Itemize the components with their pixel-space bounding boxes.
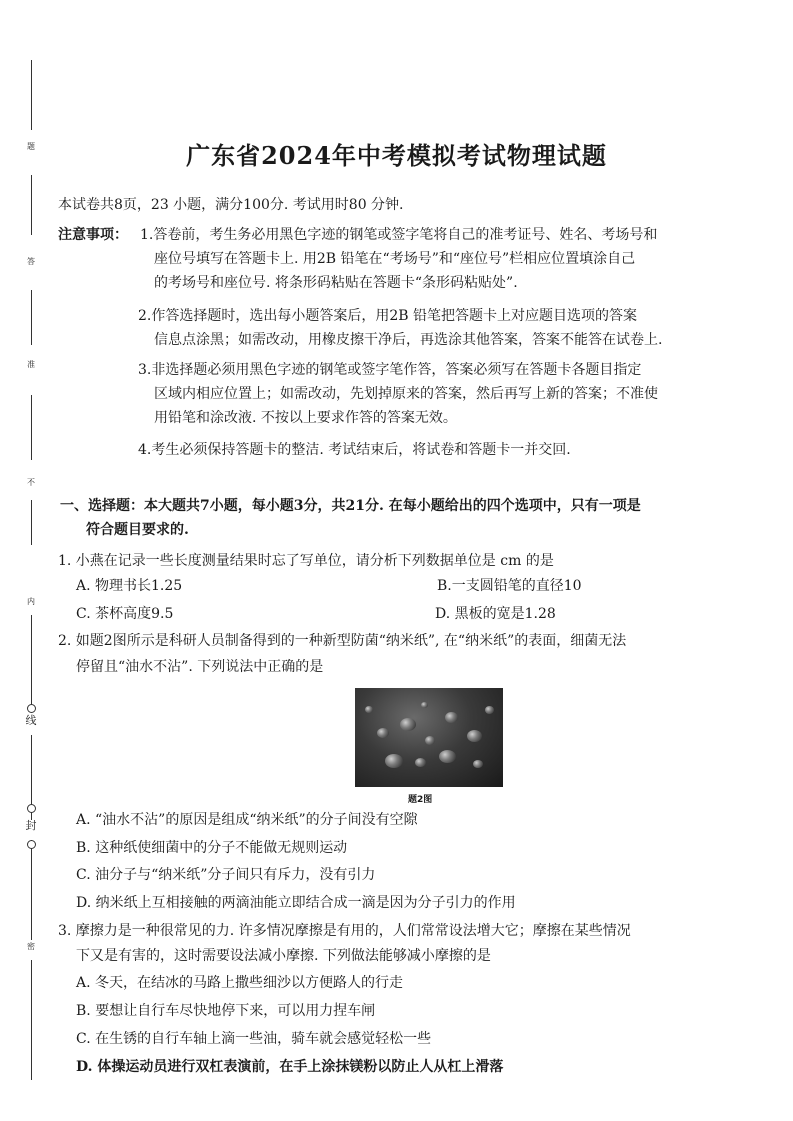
q1-option-c: C. 茶杯高度9.5 xyxy=(76,606,174,622)
margin-label: 准 xyxy=(27,360,35,369)
margin-line xyxy=(31,840,32,940)
note-line: 3.非选择题必须用黑色字迹的钢笔或签字笔作答，答案必须写在答题卡各题目指定 xyxy=(138,362,642,378)
intro-text: 本试卷共8页，23 小题，满分100分. 考试用时80 分钟. xyxy=(58,197,404,213)
margin-line xyxy=(31,395,32,460)
q1-stem: 1. 小燕在记录一些长度测量结果时忘了写单位，请分析下列数据单位是 cm 的是 xyxy=(58,553,554,569)
margin-line xyxy=(31,615,32,710)
note-line: 2.作答选择题时，选出每小题答案后，用2B 铅笔把答题卡上对应题目选项的答案 xyxy=(138,308,638,324)
page-title: 广东省2024年中考模拟考试物理试题 xyxy=(186,141,607,170)
margin-circle xyxy=(27,804,36,813)
margin-line xyxy=(31,960,32,1080)
margin-circle xyxy=(27,840,36,849)
margin-circle xyxy=(27,704,36,713)
notes-label: 注意事项： xyxy=(58,227,128,243)
q2-stem: 2. 如题2图所示是科研人员制备得到的一种新型防菌“纳米纸”, 在“纳米纸”的表面，细菌无法 xyxy=(58,633,627,649)
q3-stem: 3. 摩擦力是一种很常见的力. 许多情况摩擦是有用的，人们常常设法增大它；摩擦在某些情况 xyxy=(58,923,631,939)
q2-stem-cont: 停留且“油水不沾”. 下列说法中正确的是 xyxy=(76,659,324,675)
q1-option-d: D. 黑板的宽是1.28 xyxy=(435,606,556,622)
section-heading-cont: 符合题目要求的. xyxy=(86,522,189,538)
q3-option-c: C. 在生锈的自行车轴上滴一些油，骑车就会感觉轻松一些 xyxy=(76,1031,432,1047)
margin-label: 内 xyxy=(27,597,35,606)
q3-option-a: A. 冬天，在结冰的马路上撒些细沙以方便路人的行走 xyxy=(76,975,404,991)
q3-option-d: D. 体操运动员进行双杠表演前，在手上涂抹镁粉以防止人从杠上滑落 xyxy=(76,1059,504,1075)
q2-option-a: A. “油水不沾”的原因是组成“纳米纸”的分子间没有空隙 xyxy=(76,812,418,828)
note-line: 座位号填写在答题卡上. 用2B 铅笔在“考场号”和“座位号”栏相应位置填涂自己 xyxy=(154,251,636,267)
margin-label: 封 xyxy=(25,819,37,832)
q3-stem-cont: 下又是有害的，这时需要设法减小摩擦. 下列做法能够减小摩擦的是 xyxy=(76,948,491,964)
margin-label: 密 xyxy=(27,942,35,951)
margin-label: 题 xyxy=(27,142,35,151)
margin-label: 不 xyxy=(27,478,35,487)
q2-option-c: C. 油分子与“纳米纸”分子间只有斥力，没有引力 xyxy=(76,867,376,883)
note-line: 信息点涂黑；如需改动，用橡皮擦干净后，再选涂其他答案，答案不能答在试卷上. xyxy=(154,332,663,348)
q1-option-b: B.一支圆铅笔的直径10 xyxy=(437,578,582,594)
note-line: 的考场号和座位号. 将条形码粘贴在答题卡“条形码粘贴处”. xyxy=(154,275,518,291)
margin-line xyxy=(31,290,32,345)
note-line: 4.考生必须保持答题卡的整洁. 考试结束后，将试卷和答题卡一并交回. xyxy=(138,442,571,458)
margin-label: 线 xyxy=(25,714,37,727)
note-line: 区域内相应位置上；如需改动，先划掉原来的答案，然后再写上新的答案；不准使 xyxy=(154,386,658,402)
margin-line xyxy=(31,175,32,235)
figure-caption: 题2图 xyxy=(408,795,433,805)
q2-option-b: B. 这种纸使细菌中的分子不能做无规则运动 xyxy=(76,840,348,856)
q2-option-d: D. 纳米纸上互相接触的两滴油能立即结合成一滴是因为分子引力的作用 xyxy=(76,895,516,911)
q3-option-b: B. 要想让自行车尽快地停下来，可以用力捏车闸 xyxy=(76,1003,376,1019)
margin-line xyxy=(31,60,32,130)
nano-paper-photo xyxy=(355,688,503,787)
section-heading: 一、选择题：本大题共7小题，每小题3分，共21分. 在每小题给出的四个选项中，只有一项是 xyxy=(60,498,641,514)
note-line: 1.答卷前，考生务必用黑色字迹的钢笔或签字笔将自己的准考证号、姓名、考场号和 xyxy=(140,227,658,243)
margin-line xyxy=(31,500,32,545)
margin-label: 答 xyxy=(27,257,35,266)
note-line: 用铅笔和涂改液. 不按以上要求作答的答案无效。 xyxy=(154,410,457,426)
q1-option-a: A. 物理书长1.25 xyxy=(76,578,183,594)
